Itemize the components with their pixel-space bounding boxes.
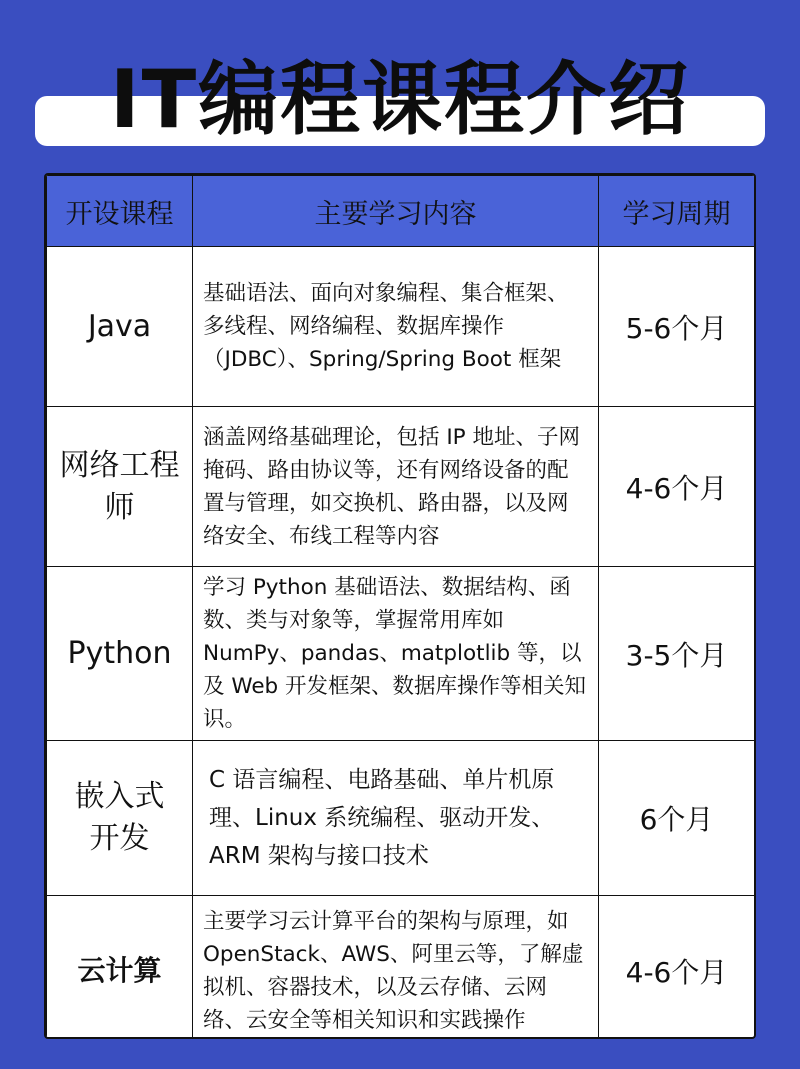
course-content: 主要学习云计算平台的架构与原理，如 OpenStack、AWS、阿里云等，了解虚拟机、容器技术，以及云存储、云网络、云安全等相关知识和实践操作	[193, 896, 599, 1040]
course-table-container	[44, 173, 756, 1039]
header-content: 主要学习内容	[193, 176, 599, 247]
page-title: IT编程课程介绍	[109, 53, 691, 146]
table-row	[47, 247, 755, 407]
table-row	[47, 741, 755, 896]
course-period: 6个月	[599, 741, 755, 896]
course-period: 3-5个月	[599, 567, 755, 741]
course-content: C 语言编程、电路基础、单片机原理、Linux 系统编程、驱动开发、ARM 架构与接口技术	[193, 741, 599, 896]
table-row	[47, 896, 755, 1040]
header-period: 学习周期	[599, 176, 755, 247]
course-name: 网络工程师	[47, 407, 193, 567]
table-row	[47, 567, 755, 741]
table-header-row	[47, 176, 755, 247]
course-period: 4-6个月	[599, 896, 755, 1040]
course-content: 涵盖网络基础理论，包括 IP 地址、子网掩码、路由协议等，还有网络设备的配置与管理，如交换机、路由器，以及网络安全、布线工程等内容	[193, 407, 599, 567]
table-row	[47, 407, 755, 567]
course-period: 5-6个月	[599, 247, 755, 407]
course-name: 云计算	[47, 896, 193, 1040]
course-name: Python	[47, 567, 193, 741]
course-name: Java	[47, 247, 193, 407]
course-content: 学习 Python 基础语法、数据结构、函数、类与对象等，掌握常用库如 NumPy、pandas、matplotlib 等，以及 Web 开发框架、数据库操作等相关知识。	[193, 567, 599, 741]
course-name: 嵌入式开发	[47, 741, 193, 896]
course-content: 基础语法、面向对象编程、集合框架、多线程、网络编程、数据库操作（JDBC）、Spring/Spring Boot 框架	[193, 247, 599, 407]
header-course: 开设课程	[47, 176, 193, 247]
course-table	[46, 175, 755, 1039]
course-period: 4-6个月	[599, 407, 755, 567]
